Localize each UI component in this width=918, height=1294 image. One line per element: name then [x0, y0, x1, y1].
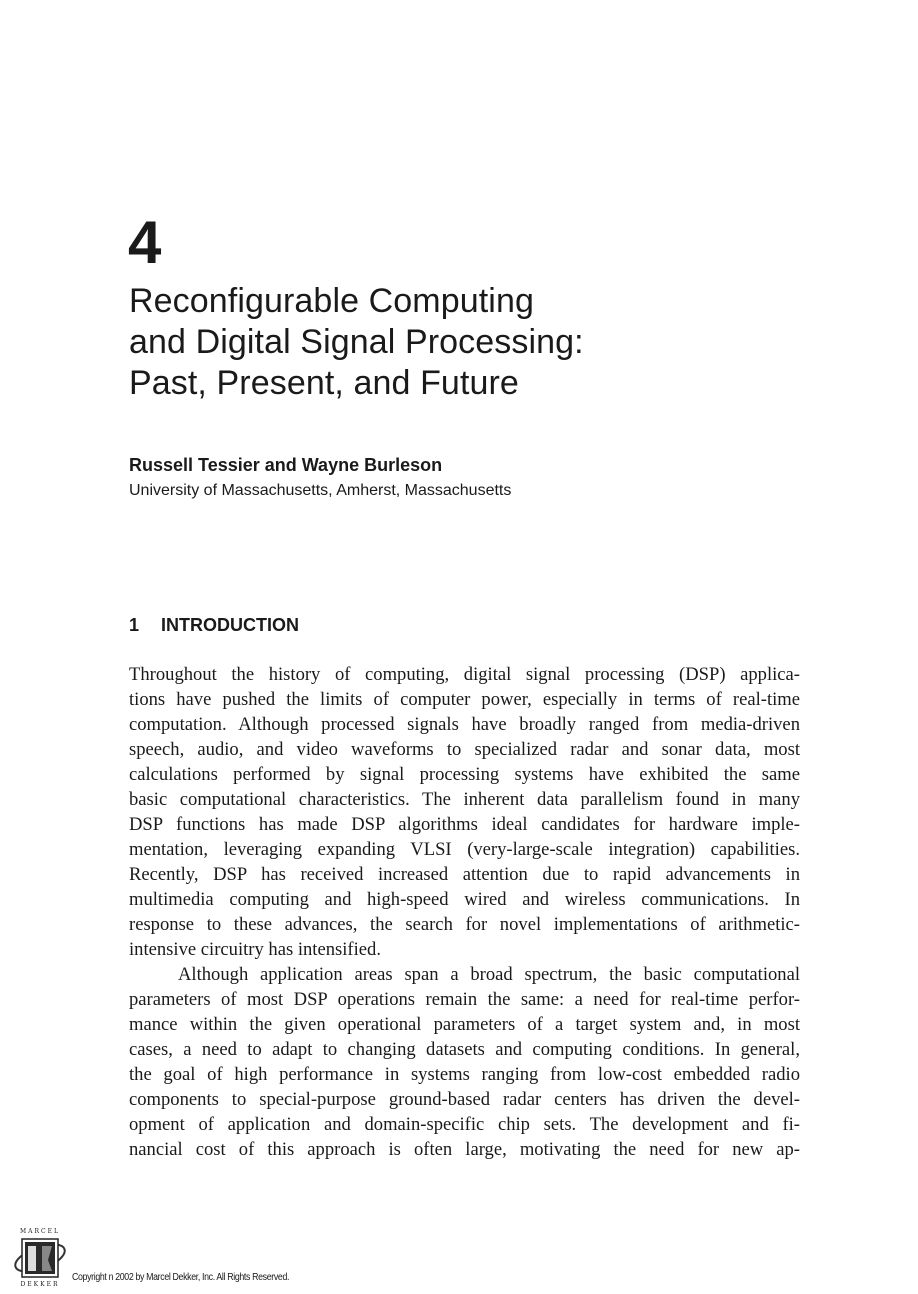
logo-text-top: MARCEL: [20, 1228, 60, 1235]
text-line: basic computational characteristics. The inherent data parallelism found in many: [129, 789, 800, 810]
chapter-title-line: Past, Present, and Future: [129, 364, 519, 402]
text-line: tions have pushed the limits of computer power, especially in terms of real-time: [129, 689, 800, 710]
text-line: multimedia computing and high-speed wired and wireless communications. In: [129, 889, 800, 910]
body-text: [129, 662, 800, 1162]
text-line: Throughout the history of computing, digital signal processing (DSP) applica-: [129, 664, 800, 685]
chapter-number: 4: [128, 209, 162, 276]
text-line: calculations performed by signal processing systems have exhibited the same: [129, 764, 800, 785]
text-line: mance within the given operational parameters of a target system and, in most: [129, 1014, 800, 1035]
paragraph-1: [129, 662, 800, 962]
text-line: response to these advances, the search for novel implementations of arithmetic-: [129, 914, 800, 935]
authors: Russell Tessier and Wayne Burleson: [129, 455, 443, 475]
text-line: computation. Although processed signals have broadly ranged from media-driven: [129, 714, 800, 735]
text-line: parameters of most DSP operations remain the same: a need for real-time perfor-: [129, 989, 800, 1010]
logo-text-bottom: DEKKER: [20, 1281, 60, 1288]
publisher-logo-icon: [12, 1226, 68, 1288]
text-line: intensive circuitry has intensified.: [129, 939, 381, 960]
text-line: the goal of high performance in systems ranging from low-cost embedded radio: [129, 1064, 800, 1085]
section-number: 1: [129, 615, 140, 635]
chapter-title-line: and Digital Signal Processing:: [129, 323, 584, 361]
text-line: cases, a need to adapt to changing datasets and computing conditions. In general,: [129, 1039, 800, 1060]
text-line: mentation, leveraging expanding VLSI (very-large-scale integration) capabilities.: [129, 839, 800, 860]
text-line: Recently, DSP has received increased attention due to rapid advancements in: [129, 864, 800, 885]
affiliation: University of Massachusetts, Amherst, Massachusetts: [129, 482, 512, 499]
chapter-title: [129, 281, 829, 404]
text-line: nancial cost of this approach is often large, motivating the need for new ap-: [129, 1139, 800, 1160]
text-line: opment of application and domain-specific chip sets. The development and fi-: [129, 1114, 800, 1135]
copyright-notice: Copyright n 2002 by Marcel Dekker, Inc. All Rights Reserved.: [72, 1272, 290, 1283]
section-heading: [129, 614, 299, 636]
text-line: components to special-purpose ground-based radar centers has driven the devel-: [129, 1089, 800, 1110]
paragraph-2: [129, 962, 800, 1162]
text-line: Although application areas span a broad spectrum, the basic computational: [178, 964, 800, 985]
text-line: speech, audio, and video waveforms to specialized radar and sonar data, most: [129, 739, 800, 760]
section-title: INTRODUCTION: [161, 615, 299, 635]
text-line: DSP functions has made DSP algorithms ideal candidates for hardware imple-: [129, 814, 800, 835]
chapter-title-line: Reconfigurable Computing: [129, 282, 534, 320]
